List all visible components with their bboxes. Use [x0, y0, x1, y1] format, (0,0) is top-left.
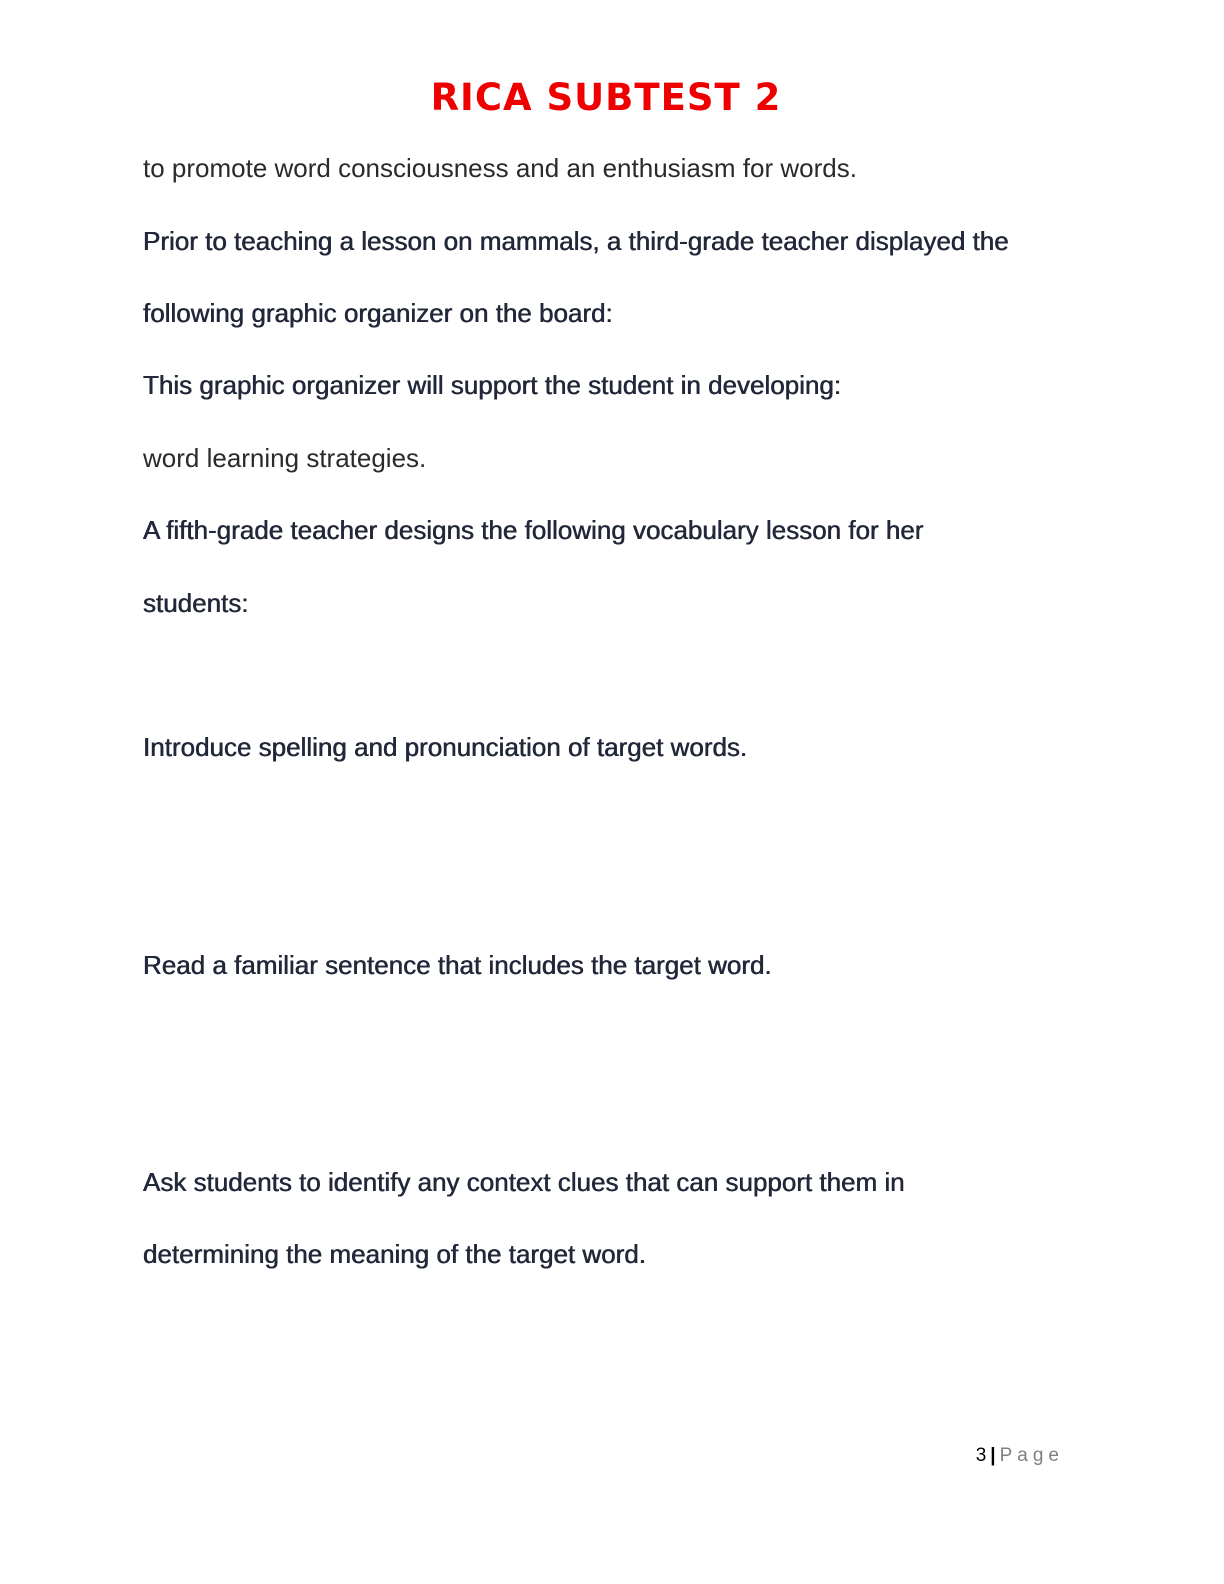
page-number: 3: [975, 1445, 987, 1466]
page-label: Page: [999, 1445, 1064, 1466]
lesson-step-line: Introduce spelling and pronunciation of target words.: [143, 732, 748, 762]
page-title: RICA SUBTEST 2: [430, 76, 782, 119]
lesson-step-line: Read a familiar sentence that includes the target word.: [143, 950, 772, 980]
question-line: following graphic organizer on the board:: [143, 298, 613, 328]
page-footer: [976, 1445, 1064, 1467]
question-line: students:: [143, 588, 249, 618]
lesson-step-line: Ask students to identify any context clues that can support them in: [143, 1167, 905, 1197]
footer-separator: |: [990, 1445, 996, 1466]
answer-line: to promote word consciousness and an enthusiasm for words.: [143, 153, 857, 183]
question-line: A fifth-grade teacher designs the following vocabulary lesson for her: [143, 515, 924, 545]
answer-line: word learning strategies.: [143, 443, 427, 473]
lesson-step-line: determining the meaning of the target word.: [143, 1239, 646, 1269]
question-line: This graphic organizer will support the student in developing:: [143, 370, 842, 400]
question-line: Prior to teaching a lesson on mammals, a third-grade teacher displayed the: [143, 226, 1009, 256]
